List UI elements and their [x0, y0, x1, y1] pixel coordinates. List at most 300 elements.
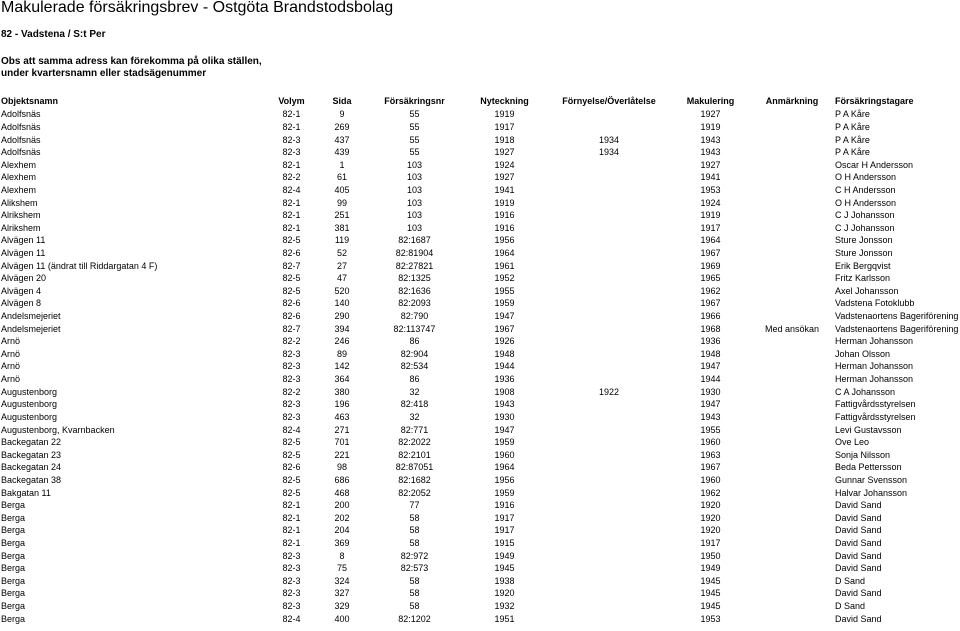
column-header-new-policy-year: Nyteckning	[480, 95, 529, 106]
cell-object-name: Alikshem	[1, 197, 38, 208]
cell-remark	[749, 537, 835, 550]
cell-policy-number: 82:790	[400, 311, 429, 322]
cell-remark	[749, 108, 835, 121]
cell-volume: 82-1	[282, 121, 301, 132]
cell-page: 439	[334, 147, 350, 158]
cell-remark	[749, 486, 835, 499]
cell-remark	[749, 512, 835, 525]
cell-policyholder: Vadstena Fotoklubb	[835, 298, 915, 309]
cell-remark	[749, 587, 835, 600]
cell-new-policy-year: 1955	[494, 285, 515, 296]
column-header-policyholder: Försäkringstagare	[835, 95, 914, 106]
column-header-cancellation-year: Makulering	[686, 95, 735, 106]
cell-renewal-year	[546, 171, 672, 184]
cell-policyholder: David Sand	[835, 613, 882, 624]
table-row	[0, 423, 960, 436]
cell-volume: 82-6	[282, 311, 301, 322]
cell-policyholder: P A Kåre	[835, 109, 870, 120]
column-header-object-name: Objektsnamn	[1, 95, 59, 106]
cell-volume: 82-1	[282, 500, 301, 511]
cell-policy-number: 103	[406, 222, 423, 233]
policy-table	[0, 93, 960, 625]
cell-new-policy-year: 1919	[494, 109, 515, 120]
cell-object-name: Arnö	[1, 361, 21, 372]
cell-remark	[749, 133, 835, 146]
cell-volume: 82-3	[282, 550, 301, 561]
cell-remark	[749, 259, 835, 272]
cell-new-policy-year: 1915	[494, 538, 515, 549]
cell-policyholder: O H Andersson	[835, 172, 897, 183]
cell-page: 204	[334, 525, 350, 536]
table-row	[0, 486, 960, 499]
cell-remark	[749, 335, 835, 348]
table-row	[0, 474, 960, 487]
cell-policyholder: Beda Pettersson	[835, 462, 902, 473]
cell-object-name: Alexhem	[1, 172, 37, 183]
table-row	[0, 146, 960, 159]
cell-policyholder: David Sand	[835, 525, 882, 536]
cell-page: 89	[336, 348, 347, 359]
cell-renewal-year	[546, 423, 672, 436]
cell-policyholder: Herman Johansson	[835, 374, 914, 385]
cell-volume: 82-5	[282, 487, 301, 498]
cell-new-policy-year: 1964	[494, 462, 515, 473]
cell-renewal-year	[546, 348, 672, 361]
cell-policy-number: 58	[409, 512, 420, 523]
cell-page: 327	[334, 588, 350, 599]
cell-policy-number: 77	[409, 500, 420, 511]
cell-renewal-year: 1934	[598, 134, 620, 145]
cell-remark	[749, 549, 835, 562]
cell-new-policy-year: 1924	[494, 159, 515, 170]
cell-policyholder: P A Kåre	[835, 134, 870, 145]
cell-renewal-year	[546, 373, 672, 386]
cell-policy-number: 82:418	[400, 399, 429, 410]
cell-page: 246	[334, 336, 350, 347]
cell-cancellation-year: 1967	[700, 462, 721, 473]
cell-policyholder: Sture Jonsson	[835, 235, 893, 246]
cell-policy-number: 82:972	[400, 550, 429, 561]
cell-cancellation-year: 1943	[700, 411, 721, 422]
table-row	[0, 537, 960, 550]
cell-new-policy-year: 1941	[494, 184, 515, 195]
cell-new-policy-year: 1927	[494, 172, 515, 183]
cell-object-name: Arnö	[1, 374, 21, 385]
cell-page: 701	[334, 437, 350, 448]
cell-policyholder: Ove Leo	[835, 437, 870, 448]
cell-object-name: Berga	[1, 550, 26, 561]
cell-object-name: Andelsmejeriet	[1, 323, 61, 334]
cell-new-policy-year: 1917	[494, 121, 515, 132]
cell-page: 140	[334, 298, 350, 309]
cell-object-name: Alvägen 4	[1, 285, 42, 296]
cell-cancellation-year: 1920	[700, 525, 721, 536]
cell-new-policy-year: 1917	[494, 525, 515, 536]
cell-cancellation-year: 1924	[700, 197, 721, 208]
table-row	[0, 209, 960, 222]
cell-page: 27	[336, 260, 347, 271]
cell-policyholder: Axel Johansson	[835, 285, 899, 296]
cell-renewal-year	[546, 196, 672, 209]
table-row	[0, 184, 960, 197]
cell-policy-number: 82:1682	[398, 474, 431, 485]
cell-volume: 82-1	[282, 525, 301, 536]
cell-renewal-year	[546, 272, 672, 285]
cell-object-name: Adolfsnäs	[1, 147, 41, 158]
cell-cancellation-year: 1943	[700, 134, 721, 145]
table-row	[0, 562, 960, 575]
cell-policy-number: 103	[406, 197, 423, 208]
cell-remark	[749, 436, 835, 449]
cell-policyholder: David Sand	[835, 512, 882, 523]
cell-object-name: Bakgatan 11	[1, 487, 51, 498]
cell-remark	[749, 184, 835, 197]
cell-object-name: Augustenborg	[1, 399, 58, 410]
cell-policy-number: 55	[409, 109, 420, 120]
table-body	[0, 108, 960, 625]
cell-policyholder: David Sand	[835, 550, 882, 561]
cell-renewal-year	[546, 612, 672, 625]
cell-renewal-year	[546, 184, 672, 197]
cell-new-policy-year: 1917	[494, 512, 515, 523]
cell-renewal-year	[546, 398, 672, 411]
cell-policyholder: Vadstenaortens Bageriförening	[835, 323, 959, 334]
cell-policy-number: 55	[409, 134, 420, 145]
cell-page: 394	[334, 323, 350, 334]
cell-page: 520	[334, 285, 350, 296]
cell-new-policy-year: 1949	[494, 550, 515, 561]
cell-policyholder: D Sand	[835, 575, 866, 586]
cell-policy-number: 55	[409, 147, 420, 158]
cell-page: 324	[334, 575, 350, 586]
cell-new-policy-year: 1908	[494, 386, 515, 397]
cell-remark	[749, 285, 835, 298]
cell-policyholder: David Sand	[835, 538, 882, 549]
cell-renewal-year	[546, 474, 672, 487]
cell-object-name: Berga	[1, 500, 26, 511]
cell-volume: 82-3	[282, 361, 301, 372]
cell-object-name: Alvägen 11	[1, 235, 46, 246]
cell-new-policy-year: 1916	[494, 500, 515, 511]
cell-renewal-year	[546, 411, 672, 424]
cell-renewal-year	[546, 499, 672, 512]
cell-policyholder: David Sand	[835, 500, 882, 511]
cell-page: 380	[334, 386, 350, 397]
cell-policy-number: 103	[406, 159, 423, 170]
cell-policyholder: Herman Johansson	[835, 361, 914, 372]
cell-remark	[749, 171, 835, 184]
cell-new-policy-year: 1960	[494, 449, 515, 460]
cell-object-name: Alvägen 11 (ändrat till Riddargatan 4 F)	[1, 260, 158, 271]
column-header-policy-number: Försäkringsnr	[384, 95, 445, 106]
cell-cancellation-year: 1919	[700, 210, 721, 221]
cell-cancellation-year: 1953	[700, 613, 721, 624]
cell-page: 200	[334, 500, 350, 511]
page-subtitle: 82 - Vadstena / S:t Per	[1, 29, 106, 40]
cell-new-policy-year: 1932	[494, 601, 515, 612]
cell-volume: 82-2	[282, 336, 301, 347]
cell-page: 98	[336, 462, 347, 473]
cell-remark	[749, 461, 835, 474]
cell-page: 468	[334, 487, 350, 498]
cell-remark	[749, 524, 835, 537]
cell-new-policy-year: 1930	[494, 411, 515, 422]
cell-renewal-year	[546, 524, 672, 537]
cell-cancellation-year: 1965	[700, 273, 721, 284]
cell-remark	[749, 221, 835, 234]
cell-object-name: Alrikshem	[1, 210, 41, 221]
cell-renewal-year	[546, 486, 672, 499]
cell-volume: 82-1	[282, 197, 301, 208]
cell-remark	[749, 146, 835, 159]
cell-policy-number: 82:2022	[398, 437, 431, 448]
table-row	[0, 373, 960, 386]
cell-remark	[749, 474, 835, 487]
cell-new-policy-year: 1959	[494, 437, 515, 448]
cell-volume: 82-2	[282, 172, 301, 183]
cell-renewal-year	[546, 587, 672, 600]
cell-remark	[749, 499, 835, 512]
cell-object-name: Alvägen 11	[1, 248, 46, 258]
cell-policy-number: 58	[409, 525, 420, 536]
cell-policy-number: 82:2052	[398, 487, 431, 498]
cell-remark	[749, 562, 835, 575]
cell-remark	[749, 209, 835, 222]
cell-object-name: Alexhem	[1, 159, 37, 170]
cell-new-policy-year: 1947	[494, 311, 515, 322]
cell-object-name: Berga	[1, 588, 26, 599]
cell-remark	[749, 398, 835, 411]
cell-renewal-year	[546, 461, 672, 474]
cell-volume: 82-3	[282, 588, 301, 599]
cell-object-name: Augustenborg	[1, 386, 58, 397]
cell-new-policy-year: 1938	[494, 575, 515, 586]
cell-object-name: Backegatan 23	[1, 449, 62, 460]
cell-remark	[749, 360, 835, 373]
cell-remark	[749, 272, 835, 285]
cell-renewal-year	[546, 562, 672, 575]
cell-remark	[749, 348, 835, 361]
cell-policy-number: 32	[409, 411, 420, 422]
cell-remark	[749, 448, 835, 461]
cell-new-policy-year: 1961	[494, 260, 515, 271]
cell-policyholder: David Sand	[835, 563, 882, 574]
table-row	[0, 512, 960, 525]
cell-object-name: Arnö	[1, 336, 21, 347]
cell-policyholder: Fritz Karlsson	[835, 273, 891, 284]
table-row	[0, 360, 960, 373]
cell-policy-number: 86	[409, 336, 420, 347]
cell-policy-number: 58	[409, 538, 420, 549]
cell-page: 437	[334, 134, 350, 145]
table-row	[0, 272, 960, 285]
cell-renewal-year	[546, 335, 672, 348]
table-row	[0, 600, 960, 613]
cell-renewal-year	[546, 310, 672, 323]
cell-policy-number: 58	[409, 588, 420, 599]
cell-object-name: Backegatan 24	[1, 462, 62, 473]
table-row	[0, 398, 960, 411]
cell-cancellation-year: 1955	[700, 424, 721, 435]
cell-volume: 82-5	[282, 449, 301, 460]
cell-policyholder: Oscar H Andersson	[835, 159, 914, 170]
table-row	[0, 436, 960, 449]
cell-page: 61	[336, 172, 347, 183]
cell-page: 221	[334, 449, 350, 460]
table-row	[0, 121, 960, 134]
cell-volume: 82-1	[282, 538, 301, 549]
cell-cancellation-year: 1917	[700, 538, 721, 549]
cell-cancellation-year: 1947	[700, 399, 721, 410]
cell-renewal-year	[546, 575, 672, 588]
cell-volume: 82-1	[282, 109, 301, 120]
table-row	[0, 171, 960, 184]
table-row	[0, 108, 960, 121]
cell-renewal-year	[546, 537, 672, 550]
cell-cancellation-year: 1944	[700, 374, 721, 385]
cell-policyholder: C J Johansson	[835, 222, 895, 233]
cell-cancellation-year: 1945	[700, 588, 721, 599]
cell-remark	[749, 121, 835, 134]
cell-object-name: Augustenborg	[1, 411, 58, 422]
cell-object-name: Arnö	[1, 348, 21, 359]
cell-renewal-year	[546, 600, 672, 613]
cell-remark	[749, 297, 835, 310]
cell-object-name: Andelsmejeriet	[1, 311, 61, 322]
cell-object-name: Adolfsnäs	[1, 121, 41, 132]
table-row	[0, 587, 960, 600]
cell-policyholder: Levi Gustavsson	[835, 424, 902, 435]
cell-cancellation-year: 1950	[700, 550, 721, 561]
cell-object-name: Adolfsnäs	[1, 134, 41, 145]
cell-volume: 82-2	[282, 386, 301, 397]
cell-object-name: Alrikshem	[1, 222, 41, 233]
cell-policyholder: O H Andersson	[835, 197, 897, 208]
cell-remark	[749, 575, 835, 588]
cell-cancellation-year: 1960	[700, 474, 721, 485]
cell-page: 196	[334, 399, 350, 410]
cell-remark	[749, 612, 835, 625]
column-header-page: Sida	[332, 95, 352, 106]
cell-policyholder: P A Kåre	[835, 121, 870, 132]
cell-policyholder: Fattigvårdsstyrelsen	[835, 399, 916, 410]
cell-policy-number: 82:113747	[393, 323, 436, 334]
table-row	[0, 348, 960, 361]
table-row	[0, 196, 960, 209]
cell-page: 8	[339, 550, 345, 561]
cell-page: 119	[334, 235, 350, 246]
cell-object-name: Alvägen 20	[1, 273, 47, 284]
cell-volume: 82-7	[282, 323, 301, 334]
cell-policy-number: 82:2093	[398, 298, 431, 309]
column-header-volume: Volym	[278, 95, 305, 106]
cell-policy-number: 82:1687	[398, 235, 431, 246]
cell-new-policy-year: 1948	[494, 348, 515, 359]
cell-policy-number: 58	[409, 601, 420, 612]
cell-volume: 82-3	[282, 134, 301, 145]
cell-remark	[749, 234, 835, 247]
cell-policy-number: 82:771	[400, 424, 429, 435]
cell-cancellation-year: 1963	[700, 449, 721, 460]
cell-renewal-year	[546, 234, 672, 247]
cell-cancellation-year: 1920	[700, 512, 721, 523]
cell-page: 269	[334, 121, 350, 132]
cell-volume: 82-5	[282, 285, 301, 296]
cell-new-policy-year: 1920	[494, 588, 515, 599]
cell-new-policy-year: 1918	[494, 134, 515, 145]
cell-volume: 82-3	[282, 348, 301, 359]
cell-remark	[749, 158, 835, 171]
cell-renewal-year	[546, 247, 672, 260]
cell-page: 290	[334, 311, 350, 322]
cell-policyholder: Erik Bergqvist	[835, 260, 891, 271]
cell-volume: 82-4	[282, 424, 301, 435]
cell-cancellation-year: 1953	[700, 184, 721, 195]
cell-cancellation-year: 1943	[700, 147, 721, 158]
cell-new-policy-year: 1956	[494, 474, 515, 485]
cell-cancellation-year: 1967	[700, 298, 721, 309]
table-row	[0, 234, 960, 247]
cell-new-policy-year: 1947	[494, 424, 515, 435]
cell-page: 364	[334, 374, 350, 385]
cell-page: 75	[336, 563, 347, 574]
cell-page: 381	[334, 222, 350, 233]
cell-renewal-year	[546, 221, 672, 234]
cell-new-policy-year: 1943	[494, 399, 515, 410]
cell-renewal-year	[546, 108, 672, 121]
table-row	[0, 310, 960, 323]
table-row	[0, 575, 960, 588]
cell-page: 9	[339, 109, 345, 120]
cell-page: 405	[334, 184, 350, 195]
cell-cancellation-year: 1962	[700, 487, 721, 498]
column-header-remark: Anmärkning	[765, 95, 819, 106]
cell-page: 271	[334, 424, 350, 435]
cell-renewal-year	[546, 285, 672, 298]
cell-policyholder: C H Andersson	[835, 184, 896, 195]
cell-new-policy-year: 1952	[494, 273, 515, 284]
cell-volume: 82-3	[282, 601, 301, 612]
cell-cancellation-year: 1962	[700, 285, 721, 296]
table-row	[0, 297, 960, 310]
table-row	[0, 285, 960, 298]
cell-renewal-year	[546, 436, 672, 449]
cell-cancellation-year: 1936	[700, 336, 721, 347]
cell-cancellation-year: 1967	[700, 248, 721, 258]
cell-volume: 82-1	[282, 512, 301, 523]
cell-policyholder: Sonja Nilsson	[835, 449, 891, 460]
cell-policy-number: 82:534	[400, 361, 429, 372]
cell-renewal-year: 1922	[598, 386, 620, 397]
cell-object-name: Berga	[1, 613, 26, 624]
cell-cancellation-year: 1969	[700, 260, 721, 271]
table-row	[0, 133, 960, 146]
cell-renewal-year	[546, 448, 672, 461]
cell-policy-number: 82:1202	[398, 613, 431, 624]
cell-volume: 82-5	[282, 437, 301, 448]
cell-object-name: Adolfsnäs	[1, 109, 41, 120]
cell-new-policy-year: 1916	[494, 210, 515, 221]
cell-policy-number: 82:904	[400, 348, 429, 359]
cell-volume: 82-1	[282, 159, 301, 170]
cell-policy-number: 103	[406, 184, 423, 195]
cell-new-policy-year: 1956	[494, 235, 515, 246]
cell-volume: 82-6	[282, 462, 301, 473]
table-header-row	[0, 93, 960, 108]
cell-object-name: Alvägen 8	[1, 298, 42, 309]
cell-page: 52	[336, 248, 347, 258]
cell-policy-number: 32	[409, 386, 420, 397]
